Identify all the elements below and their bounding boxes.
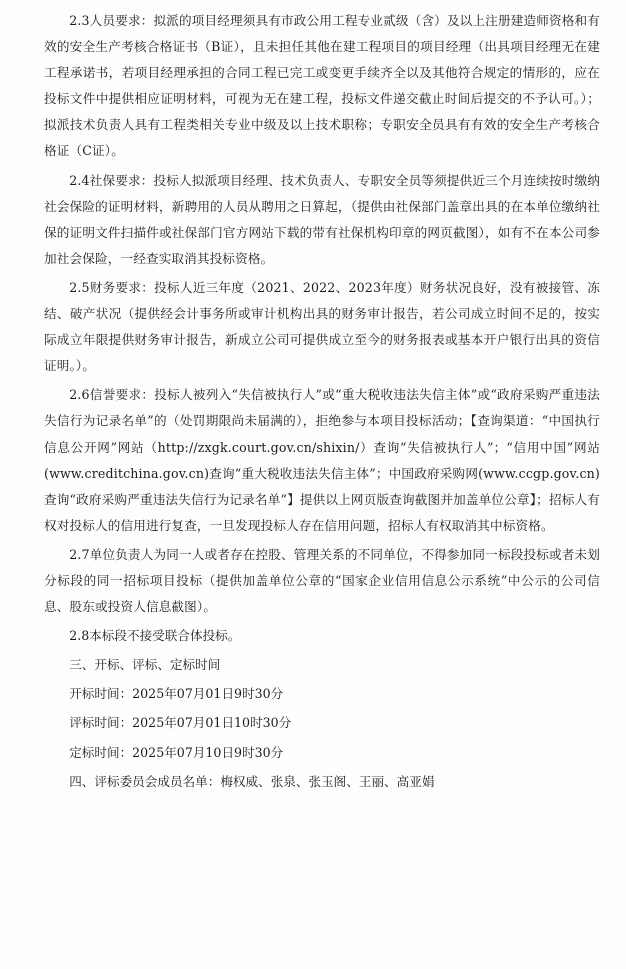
- bid-evaluation-time: 评标时间：2025年07月01日10时30分: [69, 715, 292, 731]
- paragraph-social-security-requirements: 2.4社保要求：投标人拟派项目经理、技术负责人、专职安全员等须提供近三个月连续按时缴纳社会保险的证明材料，新聘用的人员从聘用之日算起，（提供由社保部门盖章出具的在本单位缴纳社保的证明文件扫描件或社保部门官方网站下载的带有社保机构印章的网页截图），如有不在本公司参加社会保险，一经查实取消其投标资格。: [44, 172, 600, 266]
- paragraph-personnel-requirements: 2.3人员要求：拟派的项目经理须具有市政公用工程专业贰级（含）及以上注册建造师资格和有效的安全生产考核合格证书（B证），且未担任其他在建工程项目的项目经理（出具项目经理无在建工程承诺书，若项目经理承担的合同工程已完工或变更手续齐全以及其他符合规定的情形的，应在投标文件中提供相应证明材料，可视为无在建工程，投标文件递交截止时间后提交的不予认可。）；拟派技术负责人具有工程类相关专业中级及以上技术职称；专职安全员具有有效的安全生产考核合格证（C证）。: [44, 13, 600, 159]
- section-evaluation-committee: 四、评标委员会成员名单：梅权威、张泉、张玉阁、王丽、高亚娟: [69, 773, 435, 789]
- section-title-schedule: 三、开标、评标、定标时间: [69, 657, 221, 673]
- paragraph-no-consortium: 2.8本标段不接受联合体投标。: [69, 628, 241, 644]
- award-decision-time: 定标时间：2025年07月10日9时30分: [69, 744, 284, 760]
- paragraph-credit-requirements: 2.6信誉要求：投标人被列入“失信被执行人”或“重大税收违法失信主体”或“政府采购严重违法失信行为记录名单”的（处罚期限尚未届满的），拒绝参与本项目投标活动；【查询渠道：“中国执行信息公开网”网站（http://zxgk.court.gov.cn/shixin/）查询“失信被执行人”；“信用中国”网站(www.creditchina.gov.cn)查询“重大税收违法失信主体”；中国政府采购网(www.ccgp.gov.cn)查询“政府采购严重违法失信行为记录名单”】提供以上网页版查询截图并加盖单位公章】；招标人有权对投标人的信用进行复查，一旦发现投标人存在信用问题，招标人有权取消其中标资格。: [44, 387, 600, 533]
- paragraph-affiliation-restriction: 2.7单位负责人为同一人或者存在控股、管理关系的不同单位，不得参加同一标段投标或者未划分标段的同一招标项目投标（提供加盖单位公章的“国家企业信用信息公示系统”中公示的公司信息、股东或投资人信息截图）。: [44, 546, 600, 615]
- paragraph-financial-requirements: 2.5财务要求：投标人近三年度（2021、2022、2023年度）财务状况良好，没有被接管、冻结、破产状况（提供经会计事务所或审计机构出具的财务审计报告，若公司成立时间不足的，按实际成立年限提供财务审计报告，新成立公司可提供成立至今的财务报表或基本开户银行出具的资信证明。）。: [44, 279, 600, 374]
- bid-opening-time: 开标时间：2025年07月01日9时30分: [69, 686, 284, 702]
